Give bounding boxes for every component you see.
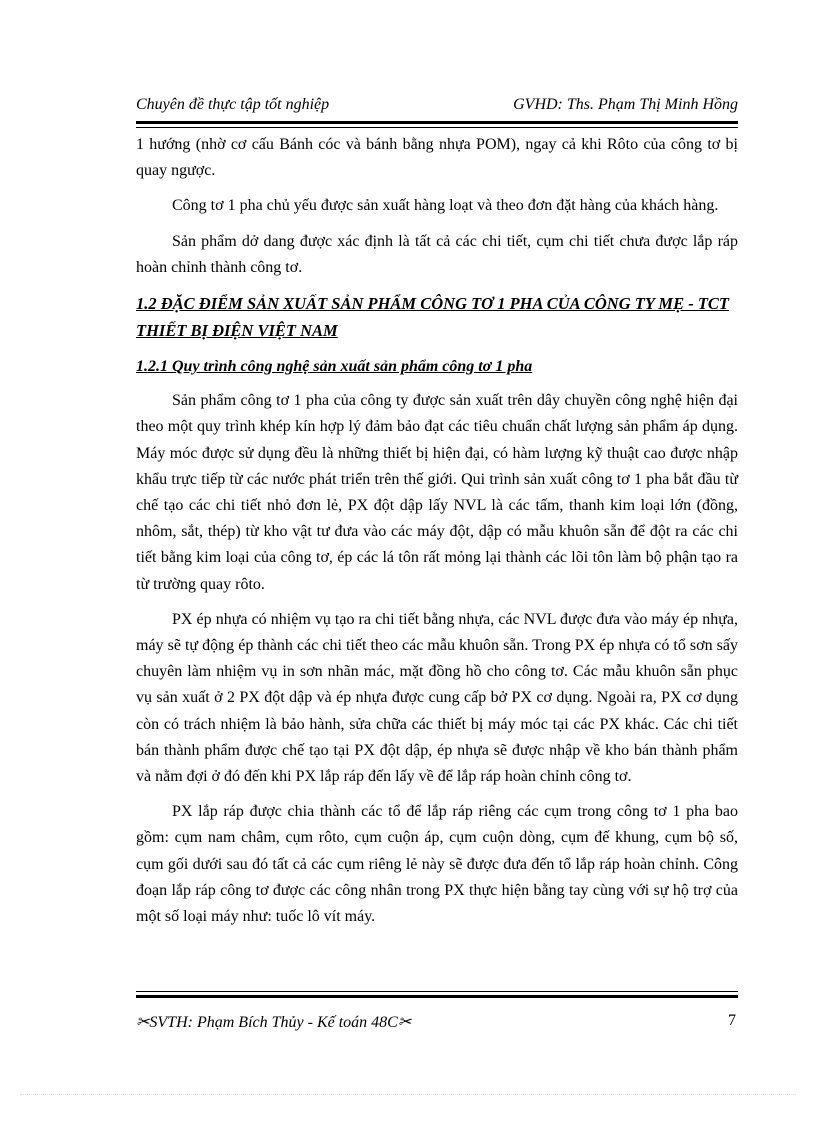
- paragraph-production-mode: Công tơ 1 pha chủ yếu được sản xuất hàng loạt và theo đơn đặt hàng của khách hàng.: [172, 197, 719, 215]
- page-body: [136, 132, 738, 939]
- paragraph-process: Sản phẩm công tơ 1 pha của công ty được sản xuất trên dây chuyền công nghệ hiện đại theo một quy trình khép kín hợp lý đảm bảo đạt các tiêu chuẩn chất lượng sản phẩm áp dụng. Máy móc được sử dụng đều là những thiết bị hiện đại, có hàm lượng kỹ thuật cao được nhập khẩu trực tiếp từ các nước phát triển trên thế giới. Qui trình sản xuất công tơ 1 pha bắt đầu từ chế tạo các chi tiết nhỏ đơn lẻ, PX đột dập lấy NVL là các tấm, thanh kim loại lớn (đồng, nhôm, sắt, thép) từ kho vật tư đưa vào các máy đột, dập có mẫu khuôn sẵn để đột ra các chi tiết bằng kim loại của công tơ, ép các lá tôn rất mỏng lại thành các lõi tôn làm bộ phận tạo ra từ trường quay rôto.: [136, 392, 738, 593]
- section-heading: 1.2 ĐẶC ĐIỂM SẢN XUẤT SẢN PHẨM CÔNG TƠ 1 PHA CỦA CÔNG TY MẸ - TCT THIẾT BỊ ĐIỆN VIỆT NAM: [136, 294, 730, 341]
- paragraph-assembly-workshop: PX lắp ráp được chia thành các tổ để lắp ráp riêng các cụm trong công tơ 1 pha bao gồm: cụm nam châm, cụm rôto, cụm cuộn áp, cụm cuộn dòng, cụm đế khung, cụm bộ số, cụm gối dưới sau đó tất cả các cụm riêng lẻ này sẽ được đưa đến tổ lắp ráp hoàn chỉnh. Công đoạn lắp ráp công tơ được các công nhân trong PX thực hiện bằng tay cùng với sự hộ trợ của một số loại máy như: tuốc lô vít máy.: [136, 803, 738, 926]
- subsection-heading: 1.2.1 Quy trình công nghệ sản xuất sản phẩm công tơ 1 pha: [136, 358, 533, 376]
- footer-rule-thick: [136, 995, 738, 998]
- header-advisor: GVHD: Ths. Phạm Thị Minh Hồng: [513, 96, 738, 113]
- page-number: 7: [728, 1012, 736, 1029]
- paragraph-wip: Sản phẩm dở dang được xác định là tất cả các chi tiết, cụm chi tiết chưa được lắp ráp hoàn chỉnh thành công tơ.: [136, 232, 738, 276]
- page-footer: [136, 1012, 738, 1034]
- header-title: Chuyên đề thực tập tốt nghiệp: [136, 96, 330, 113]
- footer-author: ✂SVTH: Phạm Bích Thủy - Kế toán 48C✂: [136, 1014, 412, 1031]
- page-header: [136, 96, 738, 118]
- paragraph-plastic-workshop: PX ép nhựa có nhiệm vụ tạo ra chi tiết bằng nhựa, các NVL được đưa vào máy ép nhựa, máy sẽ tự động ép thành các chi tiết theo các mẫu khuôn sẵn. Trong PX ép nhựa có tổ sơn sấy chuyên làm nhiệm vụ in sơn nhãn mác, mặt đồng hồ cho công tơ. Các mẫu khuôn sẵn phục vụ sản xuất ở 2 PX đột dập và ép nhựa được cung cấp bở PX cơ dụng. Ngoài ra, PX cơ dụng còn có trách nhiệm là bảo hành, sửa chữa các thiết bị máy móc tại các PX khác. Các chi tiết bán thành phẩm được chế tạo tại PX đột dập, ép nhựa sẽ được nhập về kho bán thành phẩm và nằm đợi ở đó đến khi PX lắp ráp đến lấy về để lắp ráp hoàn chỉnh công tơ.: [136, 610, 738, 786]
- header-rule-thick: [136, 121, 738, 124]
- page-bottom-edge: [20, 1094, 796, 1095]
- header-rule-thin: [136, 127, 738, 128]
- paragraph-rotor: 1 hướng (nhờ cơ cấu Bánh cóc và bánh bằng nhựa POM), ngay cả khi Rôto của công tơ bị quay ngược.: [136, 136, 738, 180]
- footer-rule-thin: [136, 991, 738, 992]
